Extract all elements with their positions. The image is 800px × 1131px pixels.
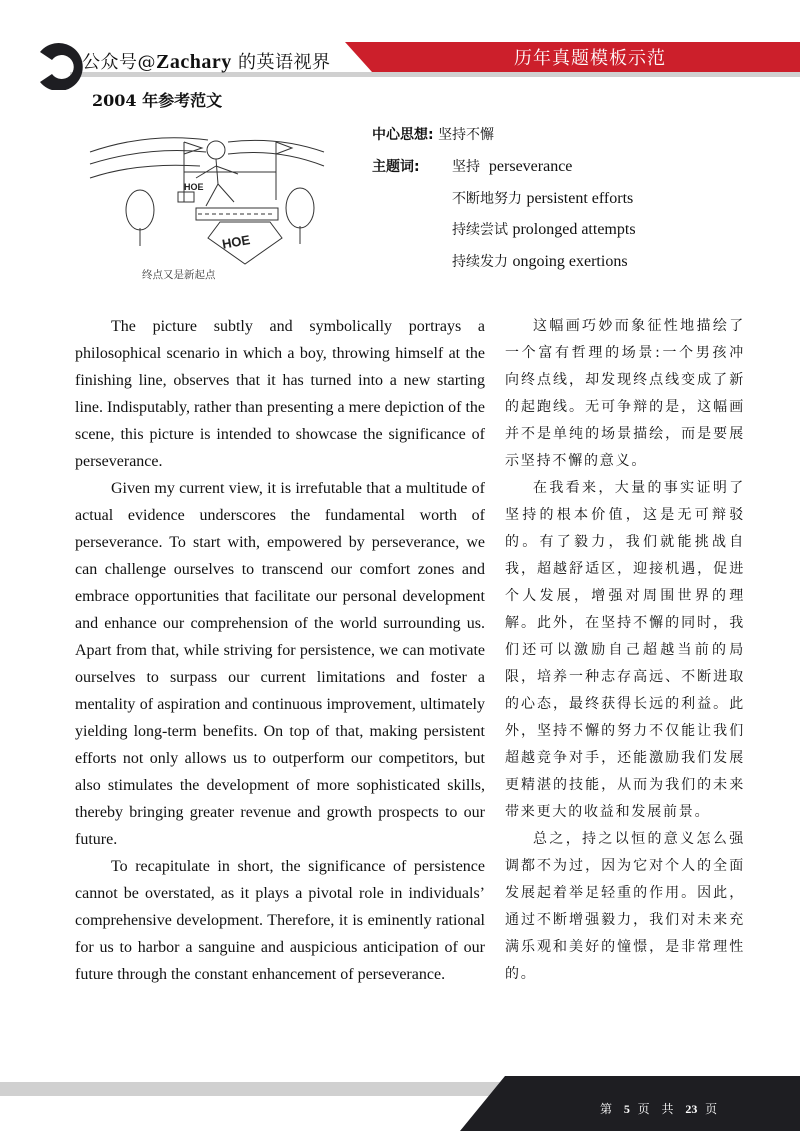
- cartoon-drawing: [88, 122, 326, 272]
- brand-suffix: 的英语视界: [231, 52, 331, 73]
- sign-text: HOE: [220, 232, 252, 252]
- essay-en-paragraph: The picture subtly and symbolically portrays a philosophical scenario in which a boy, throwing himself at the finishing line, observes that it has turned into a new starting line. Indisputably, rather than presenting a mere depiction of the scene, this picture is intended to showcase the significance of perseverance.: [75, 318, 485, 470]
- keyword-item: 坚持 perseverance: [452, 158, 573, 175]
- page-number: 第 5 页 共 23 页: [600, 1102, 722, 1116]
- keywords-label: 主题词:: [372, 159, 420, 175]
- section-tag: 历年真题模板示范: [514, 48, 666, 69]
- essay-zh-paragraph: 总之，持之以恒的意义怎么强调都不为过，因为它对个人的全面发展起着举足轻重的作用。因此，通过不断增强毅力，我们对未来充满乐观和美好的憧憬，是非常理性的。: [505, 831, 745, 982]
- essay-english: [75, 313, 485, 988]
- page-total: 23: [685, 1102, 698, 1116]
- essay-zh-paragraph: 这幅画巧妙而象征性地描绘了一个富有哲理的场景:一个男孩冲向终点线，却发现终点线变成了新的起跑线。无可争辩的是，这幅画并不是单纯的场景描绘，而是要展示坚持不懈的意义。: [505, 318, 745, 469]
- keyword-item: 持续发力 ongoing exertions: [452, 253, 628, 270]
- page-current: 5: [623, 1102, 630, 1116]
- keyword-item: 不断地努力 persistent efforts: [452, 190, 634, 207]
- sign-text-small: HOE: [184, 182, 204, 192]
- brand-prefix: 公众号@: [82, 52, 156, 73]
- main-idea-label: 中心思想:: [372, 127, 434, 143]
- cartoon-illustration: [88, 122, 326, 287]
- page-header: [0, 0, 800, 90]
- essay-chinese: [505, 313, 745, 988]
- essay-zh-paragraph: 在我看来，大量的事实证明了坚持的根本价值，这是无可辩驳的。有了毅力，我们就能挑战自我，超越舒适区，迎接机遇，促进个人发展，增强对周围世界的理解。此外，在坚持不懈的同时，我们还可以激励自己超越当前的局限，培养一种志存高远、不断进取的心态，最终获得长远的利益。此外，坚持不懈的努力不仅能让我们超越竞争对手，还能激励我们发展更精湛的技能，从而为我们的未来带来更大的收益和发展前景。: [505, 480, 745, 820]
- main-idea: 坚持不懈: [438, 127, 495, 143]
- brand-title: [82, 48, 330, 74]
- brand-name: Zachary: [156, 51, 232, 73]
- essay-en-paragraph: To recapitulate in short, the significance of persistence cannot be overstated, as it plays a pivotal role in individuals’ comprehensive development. Therefore, it is eminently rational for us to harbor a sanguine and auspicious anticipation of our future through the constant enhancement of perseverance.: [75, 858, 485, 983]
- cartoon-caption: 终点又是新起点: [142, 269, 216, 281]
- keyword-item: 持续尝试 prolonged attempts: [452, 221, 636, 238]
- essay-en-paragraph: Given my current view, it is irrefutable that a multitude of actual evidence underscores the fundamental worth of perseverance. To start with, empowered by perseverance, we can challenge ourselves to transcend our comfort zones and embrace opportunities that facilitate our personal development and enhance our comprehension of the world surrounding us. Apart from that, while striving for persistence, we can motivate ourselves to surpass our current limitations and foster a mentality of aspiration and continuous improvement, ultimately yielding long-term benefits. On top of that, making persistent efforts not only allows us to outperform our competitors, but also stimulates the development of more sophisticated skills, thereby bringing greater revenue and growth prospects to our future.: [75, 480, 485, 848]
- footer-gray-bar: [0, 1082, 520, 1096]
- year-title: 2004 年参考范文: [92, 91, 223, 110]
- main-idea-row: [372, 124, 494, 144]
